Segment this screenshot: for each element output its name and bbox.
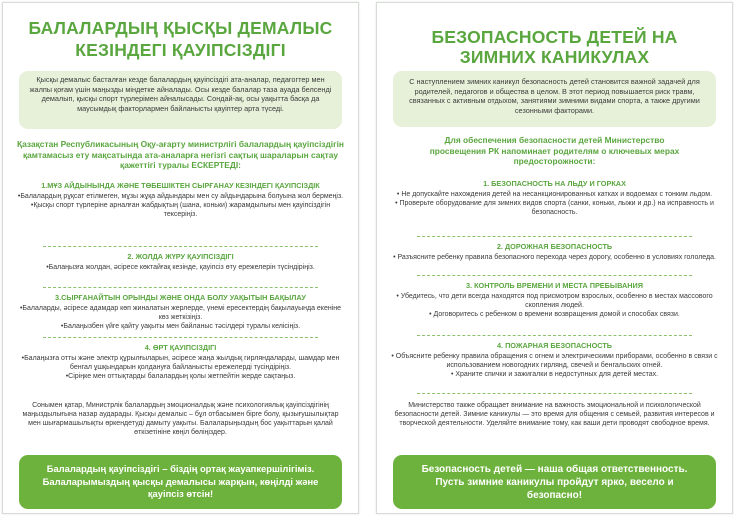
closing-note: Сонымен қатар, Министрлік балалардың эмоционалдық және психологиялық қауіпсіздігінің маңыздылығына назар аударады. Қысқы демалыс – бұл отбасымен бірге болу, қызығушылықтар мен шығармашылықты өркендетуді дамыту уақыты. Балаларыңыздың бос уақыттарын қалай өткізетініне көңіл бөліңіздер. — [22, 402, 339, 436]
section-item: • Договоритесь с ребенком о времени возвращения домой и способах связи. — [429, 311, 680, 318]
section-item: • Разъясните ребенку правила безопасного перехода через дорогу, особенно в условиях гололеда. — [393, 254, 716, 261]
section-item: •Балаңызға жолдан, әсіресе көктайғақ кезінде, қауіпсіз өту ережелерін түсіндіріңіз. — [46, 264, 315, 271]
section-item: • Не допускайте нахождения детей на несанкционированных катках и водоемах с тонким льдом. — [396, 191, 713, 198]
section-heading: 1.МҰЗ АЙДЫНЫНДА ЖӘНЕ ТӨБЕШІКТЕН СЫРҒАНАУ КЕЗІНДЕГІ ҚАУІПСІЗДІК — [41, 181, 320, 190]
section-item: •Балаңызбен үйге қайту уақыты мен байланыс тәсілдері туралы келісіңіз. — [60, 323, 301, 330]
section-item: •Қысқы спорт түрлеріне арналған жабдықтың (шана, коньки) жарамдылығы мен қауіпсіздігін тексеріңіз. — [30, 202, 331, 218]
section-heading: 2. ЖОЛДА ЖҮРУ ҚАУІПСІЗДІГІ — [127, 252, 234, 261]
dashed-divider — [43, 246, 318, 247]
section-heading: 3. КОНТРОЛЬ ВРЕМЕНИ И МЕСТА ПРЕБЫВАНИЯ — [465, 281, 644, 290]
dashed-divider — [417, 236, 692, 237]
section-item: • Объясните ребенку правила обращения с огнем и электрическими приборами, особенно в связи с использованием новогодних гирлянд, свечей и бенгальских огней. — [391, 353, 718, 369]
section-item: • Храните спички и зажигалки в недоступных для детей местах. — [450, 371, 659, 378]
poster-kazakh — [2, 2, 359, 514]
section-heading: 2. ДОРОЖНАЯ БЕЗОПАСНОСТЬ — [496, 242, 613, 251]
ministry-notice: Қазақстан Республикасының Оқу-ағарту министрлігі балалардың қауіпсіздігін қамтамасыз ету мақсатында ата-аналарға негізгі сақтық шараларын сақтау қажеттігі туралы ЕСКЕРТЕДІ: — [17, 139, 344, 170]
section-heading: 4. ӨРТ ҚАУІПСІЗДІГІ — [144, 343, 217, 352]
poster-title: БЕЗОПАСНОСТЬ ДЕТЕЙ НА ЗИМНИХ КАНИКУЛАХ — [431, 27, 678, 67]
dashed-divider — [417, 275, 692, 276]
section-item: •Сіріңке мен оттықтарды балалардың қолы жетпейтін жерде сақтаңыз. — [65, 373, 296, 380]
intro-box: С наступлением зимних каникул безопасность детей становится важной задачей для родителей, педагогов и общества в целом. В этот период повышается риск травм, связанных с активным отдыхом, занятиями зимними видами спорта, а также другими сезонными факторами. — [393, 71, 716, 127]
section-road-safety — [17, 252, 344, 272]
dashed-divider — [417, 335, 692, 336]
closing-banner — [19, 455, 342, 509]
banner-text: Балалардың қауіпсіздігі – біздің ортақ жауапкершілігіміз. Балаларымыздың қысқы демалысы жарқын, көңілді және қауіпсіз өтсін! — [42, 463, 319, 500]
section-item: •Балаңызға отты және электр құрылғыларын, әсіресе жаңа жылдық гирляндаларды, шамдар мен бенгал ұшқындарын қолдануға байланысты ережелерді түсіндіріңіз. — [21, 355, 340, 371]
dashed-divider — [43, 337, 318, 338]
section-road-safety — [391, 242, 718, 262]
section-fire-safety — [391, 341, 718, 379]
poster-russian — [376, 2, 733, 514]
dashed-divider — [43, 287, 318, 288]
section-heading: 1. БЕЗОПАСНОСТЬ НА ЛЬДУ И ГОРКАХ — [483, 179, 626, 188]
section-ice-safety — [391, 179, 718, 217]
section-supervision — [391, 281, 718, 319]
banner-text: Безопасность детей — наша общая ответственность. Пусть зимние каникулы пройдут ярко, весело и безопасно! — [421, 463, 688, 501]
section-ice-safety — [17, 181, 344, 219]
section-item: •Балаларды, әсіресе адамдар көп жиналатын жерлерде, үнемі ересектердің бақылауында екеніне көз жеткізіңіз. — [19, 305, 342, 321]
section-supervision — [17, 293, 344, 331]
ministry-notice: Для обеспечения безопасности детей Министерство просвещения РК напоминает родителям о ключевых мерах предосторожности: — [429, 135, 680, 166]
closing-banner — [393, 455, 716, 509]
poster-title: БАЛАЛАРДЫҢ ҚЫСҚЫ ДЕМАЛЫС КЕЗІНДЕГІ ҚАУІПСІЗДІГІ — [28, 18, 333, 60]
section-item: • Проверьте оборудование для зимних видов спорта (санки, коньки, лыжи и др.) на исправность и безопасность. — [395, 200, 714, 216]
section-item: •Балалардың рұқсат етілмеген, мұзы жұқа айдындары мен су айдындарына болуына жол бермеңіз. — [17, 193, 344, 200]
section-heading: 3.СЫРҒАНАЙТЫН ОРЫНДЫ ЖӘНЕ ОНДА БОЛУ УАҚЫТЫН БАҚЫЛАУ — [55, 293, 306, 302]
section-heading: 4. ПОЖАРНАЯ БЕЗОПАСНОСТЬ — [496, 341, 613, 350]
section-item: • Убедитесь, что дети всегда находятся под присмотром взрослых, особенно в местах массового скопления людей. — [396, 293, 713, 309]
intro-box: Қысқы демалыс басталған кезде балалардың қауіпсіздігі ата-аналар, педагогтер мен жалпы қоғам үшін маңызды міндетке айналады. Осы кезде балалар таза ауада белсенді демалып, қысқы спорт түрлерімен айналысады. Сондай-ақ, осы уақытта басқа да маусымдық факторлармен байланысты қауіптер арта түседі. — [19, 71, 342, 129]
closing-note: Министерство также обращает внимание на важность эмоциональной и психологической безопасности детей. Зимние каникулы — это время для общения с семьей, развития интересов и творческой деятельности. Уделяйте внимание тому, как ваши дети проводят свободное время. — [394, 402, 715, 427]
section-fire-safety — [17, 343, 344, 381]
dashed-divider — [417, 393, 692, 394]
